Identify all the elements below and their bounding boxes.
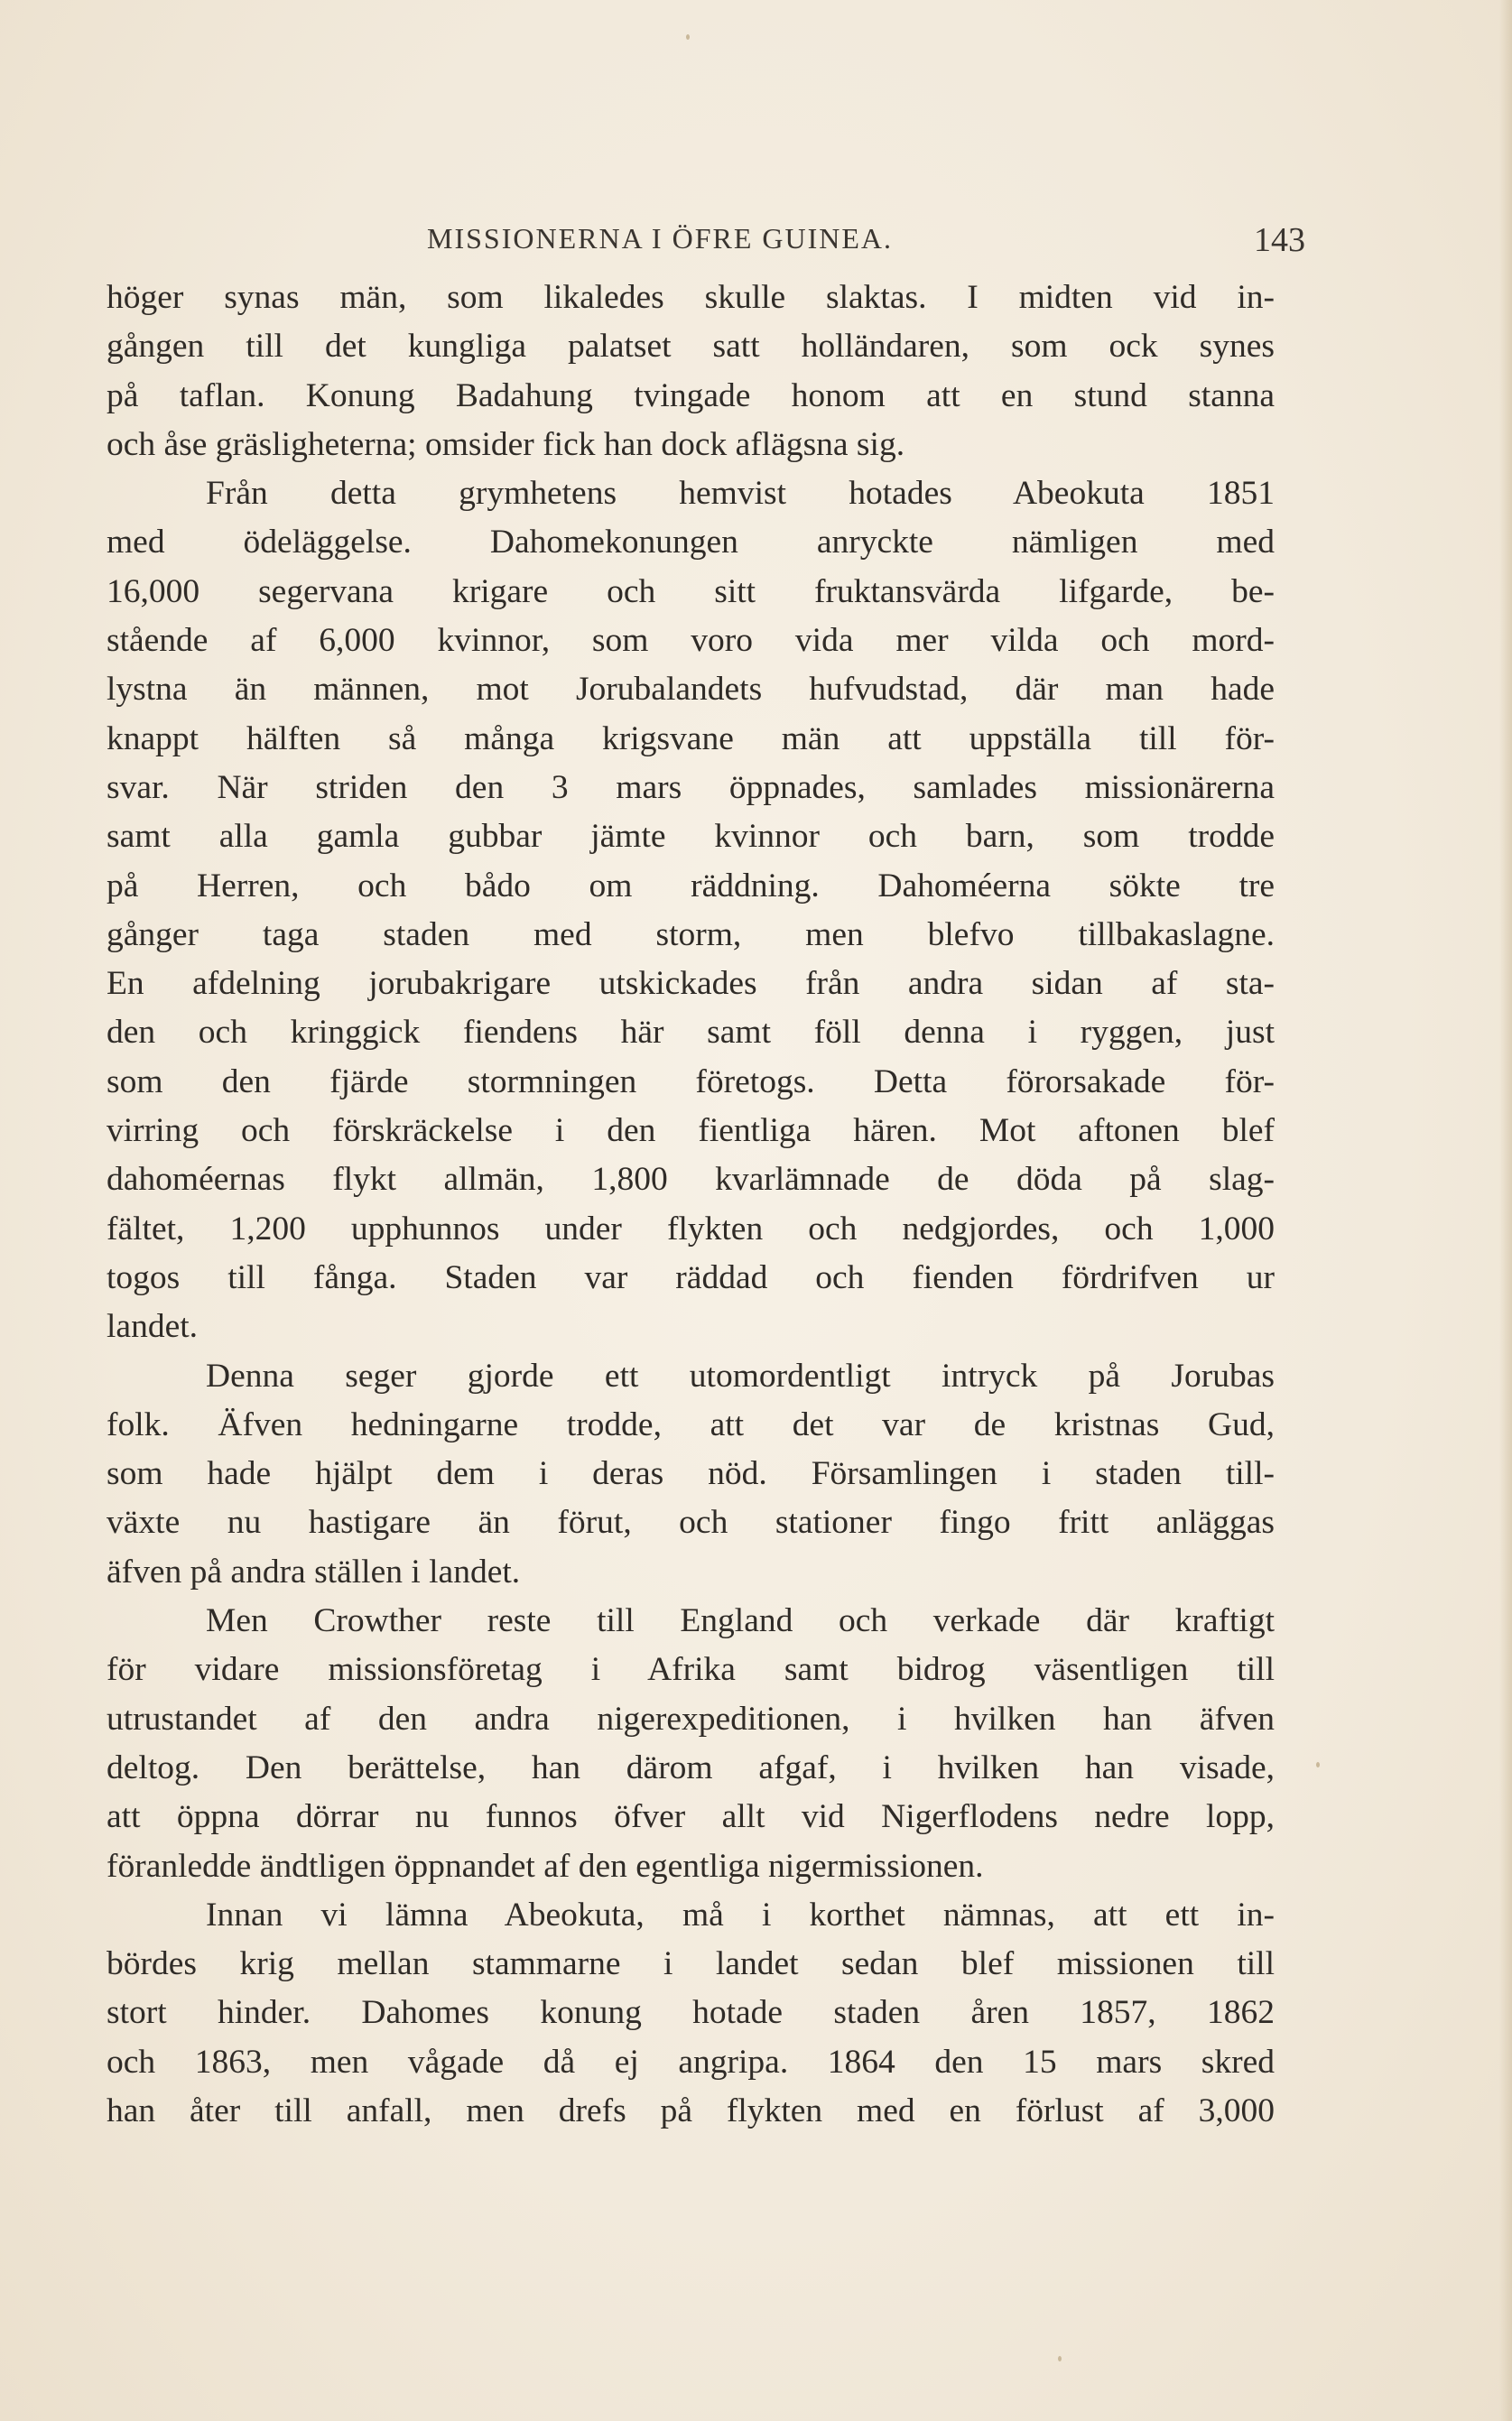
page-edge-shadow bbox=[1499, 0, 1512, 2421]
text-line: samt alla gamla gubbar jämte kvinnor och barn, som trodde bbox=[107, 818, 1275, 856]
text-line: äfven på andra ställen i landet. bbox=[107, 1553, 521, 1591]
running-title: MISSIONERNA I ÖFRE GUINEA. bbox=[427, 222, 894, 255]
text-line: växte nu hastigare än förut, och stationer fingo fritt anläggas bbox=[107, 1504, 1275, 1542]
text-line: för vidare missionsföretag i Afrika samt bidrog väsentligen till bbox=[107, 1651, 1275, 1689]
body-text bbox=[107, 274, 1275, 2136]
text-line: stående af 6,000 kvinnor, som voro vida mer vilda och mord- bbox=[107, 622, 1275, 660]
text-line: stort hinder. Dahomes konung hotade staden åren 1857, 1862 bbox=[107, 1994, 1275, 2032]
text-line: virring och förskräckelse i den fientliga hären. Mot aftonen blef bbox=[107, 1112, 1275, 1150]
text-line: Denna seger gjorde ett utomordentligt intryck på Jorubas bbox=[206, 1357, 1275, 1395]
text-line: och 1863, men vågade då ej angripa. 1864 den 15 mars skred bbox=[107, 2043, 1275, 2081]
text-line: med ödeläggelse. Dahomekonungen anryckte nämligen med bbox=[107, 524, 1275, 561]
paper-speck bbox=[1316, 1762, 1320, 1767]
page-number: 143 bbox=[1254, 221, 1305, 259]
text-line: han åter till anfall, men drefs på flykten med en förlust af 3,000 bbox=[107, 2092, 1275, 2129]
text-line: gången till det kungliga palatset satt holländaren, som ock synes bbox=[107, 328, 1275, 366]
text-line: på Herren, och bådo om räddning. Dahoméerna sökte tre bbox=[107, 867, 1275, 904]
text-line: En afdelning jorubakrigare utskickades från andra sidan af sta- bbox=[107, 965, 1275, 1003]
text-line: fältet, 1,200 upphunnos under flykten och nedgjordes, och 1,000 bbox=[107, 1210, 1275, 1248]
text-line: på taflan. Konung Badahung tvingade honom att en stund stanna bbox=[107, 376, 1275, 414]
text-line: 16,000 segervana krigare och sitt fruktansvärda lifgarde, be- bbox=[107, 572, 1275, 610]
text-line: landet. bbox=[107, 1308, 199, 1346]
text-line: knappt hälften så många krigsvane män att uppställa till för- bbox=[107, 719, 1275, 757]
text-line: den och kringgick fiendens här samt föll denna i ryggen, just bbox=[107, 1014, 1275, 1052]
text-line: bördes krig mellan stammarne i landet sedan blef missionen till bbox=[107, 1945, 1275, 1983]
text-line: dahoméernas flykt allmän, 1,800 kvarlämnade de döda på slag- bbox=[107, 1161, 1275, 1199]
text-line: höger synas män, som likaledes skulle slaktas. I midten vid in- bbox=[107, 279, 1275, 316]
text-line: och åse gräsligheterna; omsider fick han dock aflägsna sig. bbox=[107, 425, 905, 463]
text-line: lystna än männen, mot Jorubalandets hufvudstad, där man hade bbox=[107, 671, 1275, 709]
text-line: folk. Äfven hedningarne trodde, att det var de kristnas Gud, bbox=[107, 1405, 1275, 1443]
text-line: Från detta grymhetens hemvist hotades Abeokuta 1851 bbox=[206, 475, 1275, 513]
text-line: föranledde ändtligen öppnandet af den egentliga nigermissionen. bbox=[107, 1847, 984, 1885]
paper-speck bbox=[1058, 2356, 1062, 2361]
text-line: gånger taga staden med storm, men blefvo tillbakaslagne. bbox=[107, 915, 1275, 953]
text-line: utrustandet af den andra nigerexpeditionen, i hvilken han äfven bbox=[107, 1700, 1275, 1738]
text-line: som hade hjälpt dem i deras nöd. Församlingen i staden till- bbox=[107, 1455, 1275, 1493]
text-line: togos till fånga. Staden var räddad och fienden fördrifven ur bbox=[107, 1258, 1275, 1296]
text-line: svar. När striden den 3 mars öppnades, samlades missionärerna bbox=[107, 768, 1275, 806]
text-line: som den fjärde stormningen företogs. Detta förorsakade för- bbox=[107, 1062, 1275, 1100]
text-line: Innan vi lämna Abeokuta, må i korthet nämnas, att ett in- bbox=[206, 1896, 1275, 1934]
text-line: deltog. Den berättelse, han därom afgaf, i hvilken han visade, bbox=[107, 1748, 1275, 1786]
text-line: Men Crowther reste till England och verkade där kraftigt bbox=[206, 1602, 1275, 1640]
text-line: att öppna dörrar nu funnos öfver allt vid Nigerflodens nedre lopp, bbox=[107, 1798, 1275, 1836]
page-header bbox=[107, 213, 1305, 267]
paper-speck bbox=[686, 34, 690, 40]
